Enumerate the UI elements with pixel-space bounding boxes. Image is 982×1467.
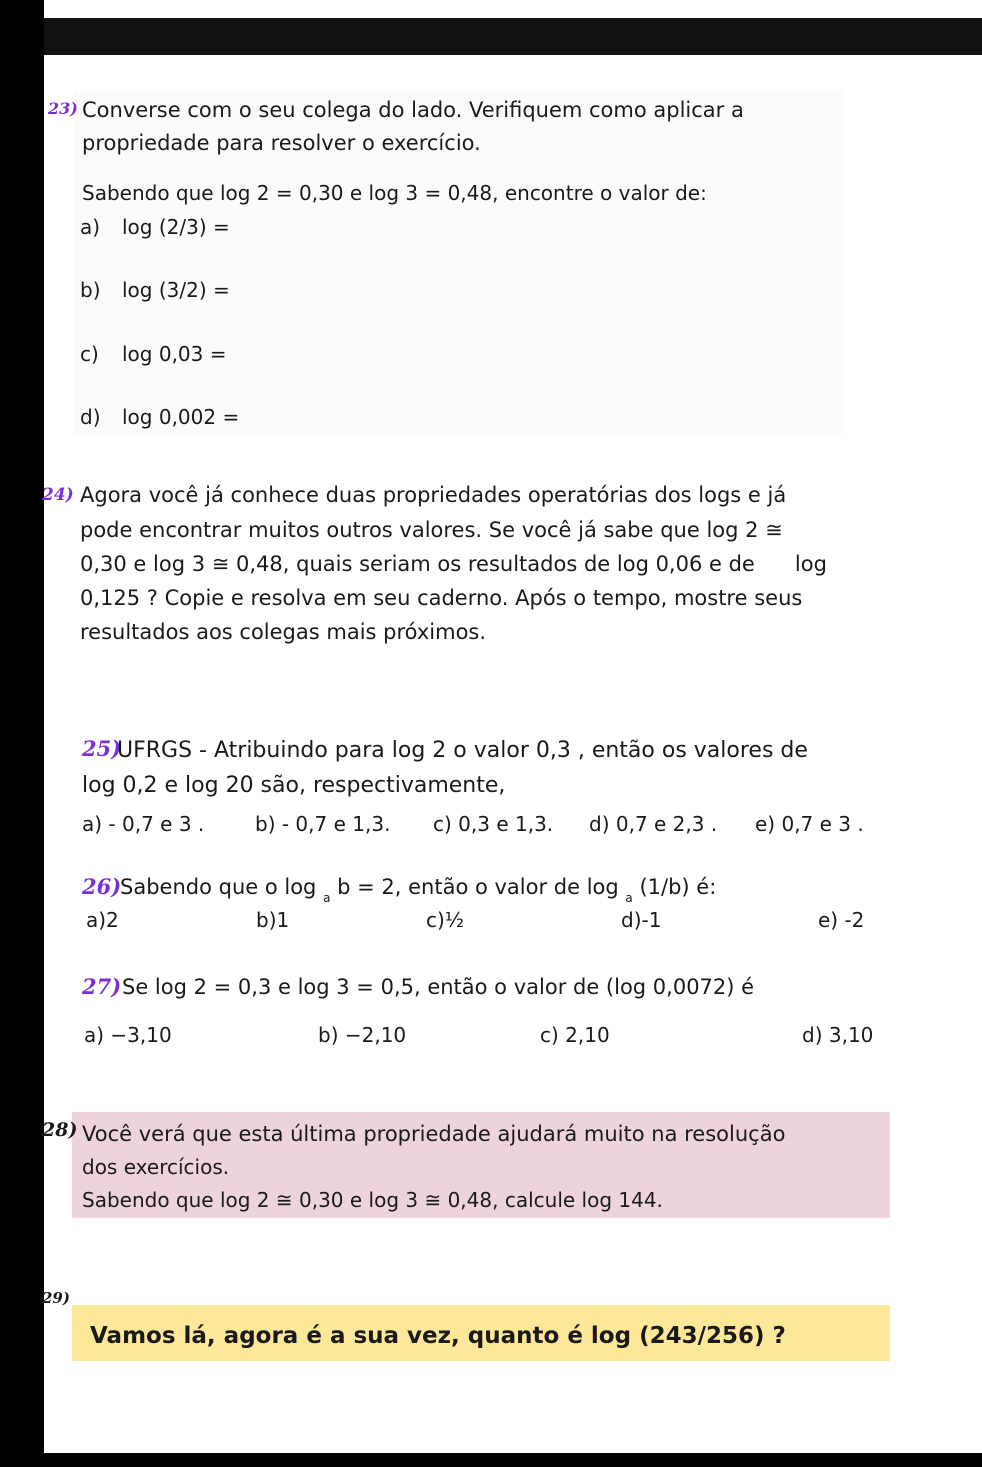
top-strip: [44, 0, 982, 18]
question-24-line3: 0,30 e log 3 ≅ 0,48, quais seriam os resultados de log 0,06 e de log: [80, 552, 827, 576]
question-23-item-a-expr: log (2/3) =: [122, 215, 230, 239]
question-24-number: 24): [42, 485, 74, 505]
question-25-option-b: b) - 0,7 e 1,3.: [255, 812, 391, 836]
question-25-line1: UFRGS - Atribuindo para log 2 o valor 0,3 , então os valores de: [117, 738, 808, 763]
question-23-item-a-label: a): [80, 215, 101, 239]
question-29-text: Vamos lá, agora é a sua vez, quanto é log (243/256) ?: [90, 1323, 786, 1349]
question-26-option-b: b)1: [256, 908, 290, 932]
worksheet-page: [44, 55, 982, 1453]
question-23-item-c-expr: log 0,03 =: [122, 342, 227, 366]
question-23-item-d-expr: log 0,002 =: [122, 405, 240, 429]
question-23-item-d-label: d): [80, 405, 101, 429]
question-26-subscript-2: a: [625, 891, 633, 905]
question-27-option-d: d) 3,10: [802, 1023, 874, 1047]
question-27-option-c: c) 2,10: [540, 1023, 610, 1047]
question-23-number: 23): [48, 99, 78, 118]
question-23-intro-line2: propriedade para resolver o exercício.: [82, 131, 481, 155]
question-23-given: Sabendo que log 2 = 0,30 e log 3 = 0,48, encontre o valor de:: [82, 181, 707, 205]
question-26-option-e: e) -2: [818, 908, 865, 932]
header-band: [44, 18, 982, 55]
question-26-text-a: Sabendo que o log: [120, 875, 317, 899]
question-23-item-b-label: b): [80, 278, 101, 302]
question-26-option-c: c)½: [426, 908, 465, 932]
question-27-option-a: a) −3,10: [84, 1023, 172, 1047]
question-26-text-b: b = 2, então o valor de log: [337, 875, 619, 899]
question-23-intro-line1: Converse com o seu colega do lado. Verifiquem como aplicar a: [82, 98, 744, 122]
question-25-option-c: c) 0,3 e 1,3.: [433, 812, 554, 836]
question-26-text-c: (1/b) é:: [639, 875, 717, 899]
question-26-option-a: a)2: [86, 908, 119, 932]
question-24-line4: 0,125 ? Copie e resolva em seu caderno. Após o tempo, mostre seus: [80, 586, 803, 610]
question-25-option-e: e) 0,7 e 3 .: [755, 812, 864, 836]
question-25-line2: log 0,2 e log 20 são, respectivamente,: [82, 773, 506, 798]
question-23-item-b-expr: log (3/2) =: [122, 278, 230, 302]
question-23-item-c-label: c): [80, 342, 99, 366]
question-27-option-b: b) −2,10: [318, 1023, 407, 1047]
question-24-line1: Agora você já conhece duas propriedades operatórias dos logs e já: [80, 483, 787, 507]
question-29-number: 29): [42, 1289, 70, 1307]
question-25-option-d: d) 0,7 e 2,3 .: [589, 812, 718, 836]
question-25-number: 25): [82, 736, 122, 761]
question-26-number: 26): [82, 874, 122, 899]
question-24-line5: resultados aos colegas mais próximos.: [80, 620, 487, 644]
question-27-text: Se log 2 = 0,3 e log 3 = 0,5, então o valor de (log 0,0072) é: [122, 975, 755, 999]
question-26-option-d: d)-1: [621, 908, 662, 932]
question-28-line2: dos exercícios.: [82, 1155, 230, 1179]
question-25-option-a: a) - 0,7 e 3 .: [82, 812, 205, 836]
question-28-number: 28): [42, 1119, 78, 1141]
question-28-line3: Sabendo que log 2 ≅ 0,30 e log 3 ≅ 0,48, calcule log 144.: [82, 1188, 663, 1212]
question-27-number: 27): [82, 974, 122, 999]
question-26-subscript-1: a: [323, 891, 331, 905]
question-28-line1: Você verá que esta última propriedade ajudará muito na resolução: [82, 1122, 786, 1146]
question-26-statement: [120, 870, 716, 907]
question-24-line2: pode encontrar muitos outros valores. Se você já sabe que log 2 ≅: [80, 518, 783, 542]
